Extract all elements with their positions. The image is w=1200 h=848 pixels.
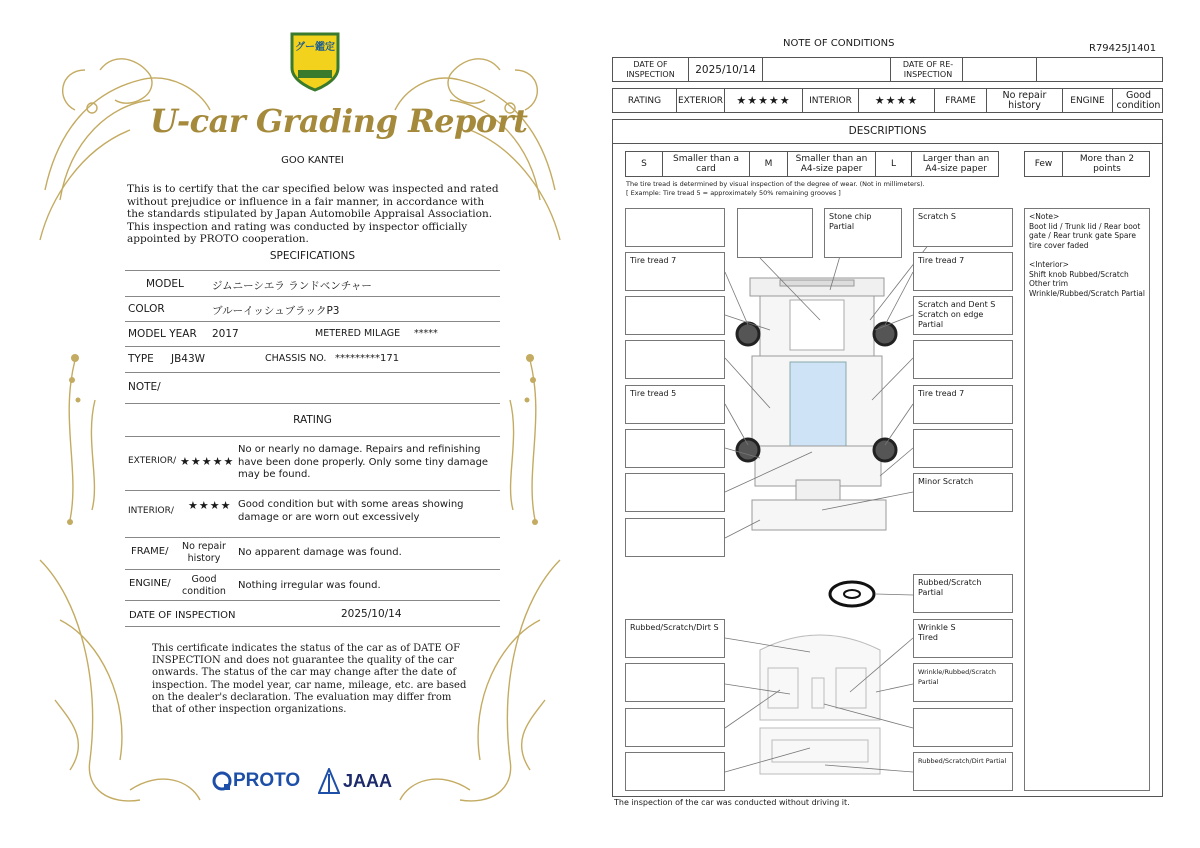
- note-text: Minor Scratch: [918, 477, 974, 486]
- divider: [125, 569, 500, 570]
- note-box-tire-front-right: [913, 252, 1013, 291]
- legend-s: S: [641, 159, 647, 169]
- tire-note-2: [ Example: Tire tread 5 = approximately 50% remaining grooves ]: [626, 189, 841, 197]
- type-value: JB43W: [171, 353, 206, 365]
- legend-few-desc: More than 2 points: [1079, 154, 1135, 174]
- legend-s-desc: Smaller than a card: [673, 154, 739, 174]
- note-box-wrinkle-tired: [913, 619, 1013, 658]
- note-box-stone-chip: [824, 208, 902, 258]
- certificate-footer: This certificate indicates the status of the car as of DATE OF INSPECTION and does not guarantee the quality of the car onwards. The status of the car may change after the date of inspection. The model year, car name, mileage, etc. are based on the dealer's declaration. The evaluation may differ from that of other inspection organizations.: [152, 643, 467, 716]
- divider: [125, 436, 500, 437]
- note-box-tire-rear-right: [913, 385, 1013, 424]
- color-value: ブルーイッシュブラックP3: [212, 305, 340, 317]
- jaaa-logo: [318, 768, 392, 794]
- note-text: Wrinkle/Rubbed/Scratch Partial: [918, 668, 996, 686]
- goo-kantei-badge: [288, 30, 342, 92]
- note-box-scratch-dent: [913, 296, 1013, 335]
- note-box-empty: [913, 340, 1013, 379]
- divider: [125, 270, 500, 271]
- certificate-subtitle: GOO KANTEI: [281, 155, 344, 166]
- legend-l: L: [890, 159, 896, 169]
- note-box-empty: [625, 752, 725, 791]
- interior-description: Good condition but with some areas showing damage or are worn out excessively: [238, 499, 464, 523]
- note-text: Tire tread 7: [630, 256, 677, 265]
- note-footer: The inspection of the car was conducted without driving it.: [614, 798, 850, 807]
- car-exterior-outline: [737, 278, 896, 530]
- note-box-steering: [913, 574, 1013, 613]
- model-label: MODEL: [146, 278, 184, 290]
- side-note-panel: [1024, 208, 1150, 791]
- proto-logo: [212, 770, 300, 792]
- jaaa-mark-icon: [318, 768, 340, 794]
- rating-label: RATING: [627, 95, 662, 106]
- engine-value: Good condition: [182, 574, 226, 597]
- note-box-empty: [625, 473, 725, 512]
- note-box-empty: [625, 518, 725, 557]
- note-box-minor-scratch: [913, 473, 1013, 512]
- note-box-empty: [625, 708, 725, 747]
- engine-label: ENGINE: [1070, 95, 1105, 106]
- steering-wheel-icon: [830, 582, 874, 606]
- note-text: Wrinkle S Tired: [918, 623, 956, 642]
- note-box-tire-rear-left: [625, 385, 725, 424]
- exterior-stars: ★★★★★: [736, 93, 791, 107]
- engine-label: ENGINE/: [129, 578, 171, 589]
- divider: [125, 600, 500, 601]
- note-box-empty: [625, 429, 725, 468]
- divider: [125, 321, 500, 322]
- date-of-inspection-value: 2025/10/14: [341, 608, 402, 620]
- note-reference: R79425J1401: [1089, 43, 1157, 54]
- divider: [125, 537, 500, 538]
- note-box-rubbed-dirt: [913, 752, 1013, 791]
- note-text: Rubbed/Scratch/Dirt S: [630, 623, 719, 632]
- interior-label: INTERIOR: [809, 95, 852, 106]
- type-label: TYPE: [128, 353, 154, 365]
- metered-milage-value: *****: [414, 328, 438, 339]
- interior-label: INTERIOR/: [128, 506, 174, 516]
- proto-logo-text: PROTO: [233, 770, 301, 791]
- frame-label: FRAME/: [131, 546, 169, 557]
- interior-stars: ★★★★: [874, 93, 919, 107]
- exterior-label: EXTERIOR: [677, 95, 724, 106]
- chassis-label: CHASSIS NO.: [265, 353, 327, 364]
- frame-value: No repair history: [182, 541, 226, 564]
- note-label: NOTE/: [128, 381, 161, 393]
- note-box-empty: [737, 208, 813, 258]
- note-box-empty: [913, 429, 1013, 468]
- divider: [125, 372, 500, 373]
- descriptions-heading: DESCRIPTIONS: [848, 125, 927, 137]
- note-box-empty: [625, 340, 725, 379]
- chassis-value: *********171: [335, 353, 400, 364]
- divider: [125, 490, 500, 491]
- legend-l-desc: Larger than an A4-size paper: [922, 154, 990, 174]
- proto-mark-icon: [212, 771, 232, 791]
- date-of-inspection-label: DATE OF INSPECTION: [626, 59, 675, 79]
- engine-value: Good condition: [1116, 89, 1161, 111]
- exterior-stars: ★★★★★: [180, 455, 235, 468]
- frame-label: FRAME: [945, 95, 976, 106]
- exterior-label: EXTERIOR/: [128, 456, 177, 466]
- certificate-intro: This is to certify that the car specified below was inspected and rated without prejudice or influence in a fair manner, in accordance with the standards stipulated by Japan Automobile Appraisal Association. This inspection and rating was conducted by inspector officially appointed by PROTO cooperation.: [127, 183, 499, 246]
- badge-text: グー鑑定: [295, 42, 335, 53]
- jaaa-logo-text: JAAA: [343, 770, 393, 791]
- legend-few: Few: [1034, 159, 1053, 169]
- re-inspection-label: DATE OF RE-INSPECTION: [902, 59, 954, 79]
- note-box-tire-front-left: [625, 252, 725, 291]
- divider: [125, 626, 500, 627]
- note-text: Rubbed/Scratch/Dirt Partial: [918, 757, 1007, 765]
- divider: [125, 296, 500, 297]
- metered-milage-label: METERED MILAGE: [315, 328, 401, 339]
- note-title: NOTE OF CONDITIONS: [783, 38, 895, 49]
- date-of-inspection-value: 2025/10/14: [695, 63, 756, 76]
- note-box-scratch-s: [913, 208, 1013, 247]
- note-of-conditions: [600, 0, 1200, 848]
- interior-stars: ★★★★: [188, 499, 232, 512]
- certificate-title: U-car Grading Report: [150, 102, 528, 140]
- model-year-value: 2017: [212, 328, 239, 340]
- rating-heading: RATING: [293, 414, 332, 426]
- divider: [125, 346, 500, 347]
- car-interior-outline: [760, 635, 880, 774]
- divider: [125, 403, 500, 404]
- note-text: Scratch S: [918, 212, 956, 221]
- specifications-heading: SPECIFICATIONS: [269, 250, 356, 262]
- engine-description: Nothing irregular was found.: [238, 580, 381, 591]
- side-note-text: <Note> Boot lid / Trunk lid / Rear boot gate / Rear trunk gate Spare tire cover faded <Interior> Shift knob Rubbed/Scratch Other trim Wrinkle/Rubbed/Scratch Partial: [1029, 212, 1145, 298]
- model-year-label: MODEL YEAR: [128, 328, 197, 340]
- frame-description: No apparent damage was found.: [238, 547, 402, 558]
- note-text: Tire tread 7: [918, 256, 965, 265]
- note-box-empty: [625, 296, 725, 335]
- tire-note-1: The tire tread is determined by visual inspection of the degree of wear. (Not in millimeters).: [626, 180, 925, 188]
- note-text: Scratch and Dent S Scratch on edge Partial: [918, 300, 996, 329]
- date-of-inspection-label: DATE OF INSPECTION: [129, 610, 236, 621]
- note-box-empty: [625, 208, 725, 247]
- color-label: COLOR: [128, 303, 165, 315]
- note-box-wrinkle-rubbed: [913, 663, 1013, 702]
- note-box-seat-left: [625, 619, 725, 658]
- exterior-description: No or nearly no damage. Repairs and refinishing have been done properly. Only some tiny damage may be found.: [238, 444, 489, 480]
- legend-m-desc: Smaller than an A4-size paper: [795, 154, 868, 174]
- note-text: Rubbed/Scratch Partial: [918, 578, 982, 597]
- note-text: Stone chip Partial: [829, 212, 872, 231]
- note-box-empty: [625, 663, 725, 702]
- shield-icon: [288, 30, 342, 92]
- note-text: Tire tread 5: [630, 389, 677, 398]
- note-text: Tire tread 7: [918, 389, 965, 398]
- legend-m: M: [764, 159, 773, 169]
- note-box-empty: [913, 708, 1013, 747]
- frame-value: No repair history: [1002, 89, 1047, 111]
- model-value: ジムニーシエラ ランドベンチャー: [212, 280, 372, 292]
